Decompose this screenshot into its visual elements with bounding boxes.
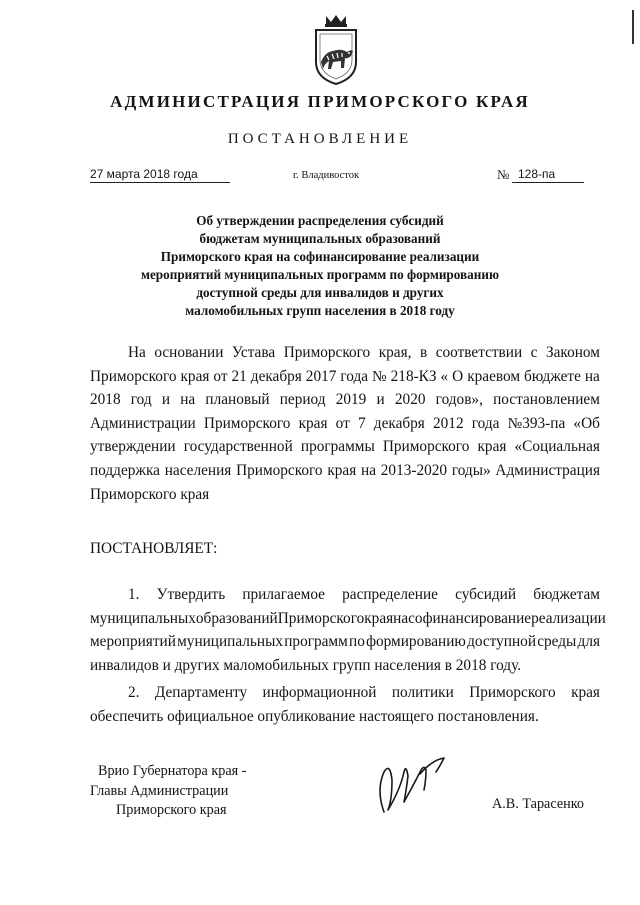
issuing-authority: АДМИНИСТРАЦИЯ ПРИМОРСКОГО КРАЯ <box>110 92 530 111</box>
word: и <box>161 391 171 409</box>
word: год <box>130 391 152 409</box>
number-underline <box>512 182 584 183</box>
word: края <box>327 461 357 479</box>
word: № <box>372 367 387 385</box>
word: 21 <box>231 367 247 385</box>
word: и <box>376 391 385 409</box>
word: утверждении <box>90 438 176 456</box>
justified-line <box>90 583 600 607</box>
word: Устава <box>231 344 276 361</box>
word: 2020 <box>394 391 426 409</box>
word: на <box>361 461 376 479</box>
word: от <box>213 367 228 385</box>
word: реализации <box>531 609 606 627</box>
signatory-title <box>90 762 246 821</box>
word: года <box>340 367 369 385</box>
word: 2012 <box>433 414 464 432</box>
last-line: инвалидов и других маломобильных групп населения в 2018 году. <box>90 656 522 674</box>
word: на <box>393 609 409 627</box>
word: с <box>530 344 538 361</box>
word: краевом <box>467 367 521 385</box>
word: 7 <box>357 414 366 432</box>
title-line: бюджетам муниципальных образований <box>199 231 441 246</box>
word: для <box>577 633 600 651</box>
word: На <box>128 344 146 361</box>
word: образований <box>195 609 278 627</box>
word: на <box>584 367 600 385</box>
signatory-title-line: Главы Администрации <box>90 782 229 799</box>
justified-line <box>90 459 600 483</box>
word: на <box>180 391 196 409</box>
justified-line <box>90 435 600 459</box>
word: формированию <box>366 633 466 651</box>
word: края <box>364 609 394 627</box>
signatory-title-line: Приморского края <box>116 802 227 818</box>
word: Приморского <box>236 461 323 479</box>
word: распределение <box>342 586 438 603</box>
page-edge-mark <box>632 10 634 44</box>
justified-line <box>90 365 600 389</box>
word: постановлением <box>493 391 600 409</box>
word: Законом <box>545 344 600 361</box>
word: соответствии <box>435 344 523 361</box>
coat-of-arms-emblem <box>311 14 361 86</box>
word: софинансирование <box>408 609 532 627</box>
word: « <box>440 367 449 385</box>
word: программы <box>300 438 375 456</box>
word: края, <box>378 344 412 361</box>
word: населения <box>164 461 232 479</box>
title-line: маломобильных групп населения в 2018 году <box>185 303 455 318</box>
document-number: 128-па <box>518 167 556 181</box>
word: 2. <box>128 684 140 701</box>
justified-line <box>90 607 606 631</box>
document-type: ПОСТАНОВЛЕНИЕ <box>227 131 413 147</box>
decree-item-1 <box>90 583 606 677</box>
decree-item-2 <box>90 681 600 728</box>
word: плановый <box>205 391 270 409</box>
word: Приморского <box>283 344 371 361</box>
title-line: доступной среды для инвалидов и других <box>196 285 444 300</box>
word: поддержка <box>90 461 160 479</box>
word: Администрации <box>90 414 196 432</box>
word: по <box>349 633 365 651</box>
word: края <box>180 367 210 385</box>
word: 2013-2020 <box>380 461 448 479</box>
word: среды <box>537 633 577 651</box>
word: бюджете <box>524 367 581 385</box>
word: 2018 <box>90 391 121 409</box>
document-title <box>110 212 530 320</box>
word: от <box>335 414 350 432</box>
word: годы» <box>451 461 491 479</box>
handwritten-signature <box>370 750 460 820</box>
word: декабря <box>250 367 302 385</box>
justified-line <box>90 681 600 705</box>
word: декабря <box>373 414 425 432</box>
word: 218-КЗ <box>390 367 437 385</box>
last-line: Приморского края <box>90 485 210 503</box>
title-line: Приморского края на софинансирование реализации <box>160 249 480 264</box>
word: государственной <box>183 438 293 456</box>
word: О <box>452 367 464 385</box>
word: края <box>477 438 507 456</box>
word: Приморского <box>277 609 365 627</box>
document-number-label: № <box>497 167 510 182</box>
word: годов», <box>435 391 483 409</box>
word: основании <box>154 344 224 361</box>
word: «Об <box>573 414 600 432</box>
word: прилагаемое <box>242 586 325 603</box>
word: муниципальных <box>177 633 284 651</box>
justified-line <box>90 412 600 436</box>
word: субсидий <box>455 586 517 603</box>
word: доступной <box>467 633 537 651</box>
word: края <box>298 414 328 432</box>
word: №393-па <box>507 414 566 432</box>
word: информационной <box>262 684 377 701</box>
word: 1. <box>128 586 140 603</box>
word: Приморского <box>90 367 177 385</box>
document-city: г. Владивосток <box>293 170 360 181</box>
date-underline <box>90 182 230 183</box>
decree-heading: ПОСТАНОВЛЯЕТ: <box>90 540 218 557</box>
word: года <box>471 414 500 432</box>
word: бюджетам <box>533 586 600 603</box>
word: Департаменту <box>154 684 248 701</box>
last-line: обеспечить официальное опубликование настоящего постановления. <box>90 707 539 725</box>
word: муниципальных <box>90 609 196 627</box>
justified-line <box>90 630 600 654</box>
word: период <box>279 391 326 409</box>
signatory-title-line: Врио Губернатора края - <box>98 763 247 779</box>
word: края <box>571 684 600 701</box>
word: Приморского <box>382 438 470 456</box>
word: мероприятий <box>90 633 176 651</box>
word: политики <box>391 684 454 701</box>
signatory-name: А.В. Тарасенко <box>492 796 584 812</box>
word: программ <box>284 633 348 651</box>
word: 2017 <box>305 367 337 385</box>
word: 2019 <box>335 391 367 409</box>
document-date: 27 марта 2018 года <box>90 167 198 181</box>
title-line: мероприятий муниципальных программ по формированию <box>140 267 500 282</box>
word: Утвердить <box>156 586 226 603</box>
word: Администрация <box>495 461 600 479</box>
title-line: Об утверждении распределения субсидий <box>196 213 444 228</box>
justified-line <box>90 341 600 365</box>
word: Приморского <box>469 684 556 701</box>
word: «Социальная <box>514 438 600 456</box>
preamble-paragraph <box>90 341 600 506</box>
justified-line <box>90 388 600 412</box>
word: в <box>419 344 428 361</box>
word: Приморского <box>203 414 291 432</box>
